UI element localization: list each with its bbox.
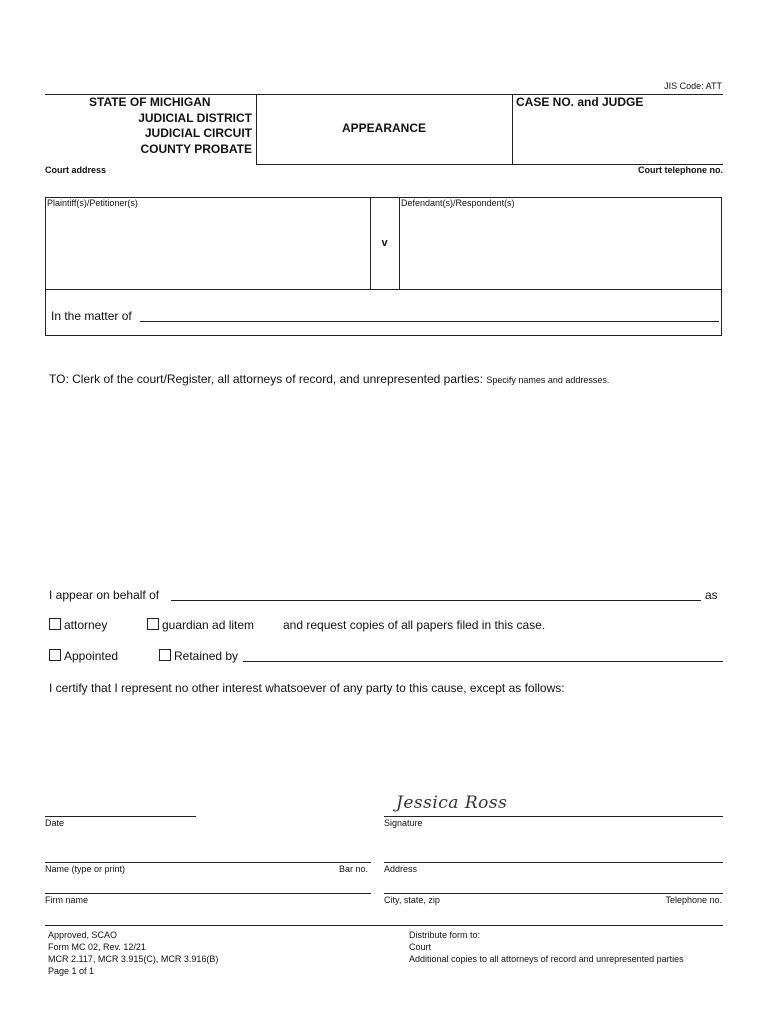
plaintiff-label: Plaintiff(s)/Petitioner(s) <box>47 198 138 208</box>
to-line-text: TO: Clerk of the court/Register, all attorneys of record, and unrepresented parties: <box>49 372 483 386</box>
header-divider-right <box>512 94 513 164</box>
attorney-label: attorney <box>64 618 108 632</box>
footer-rule <box>45 925 723 926</box>
telephone-label: Telephone no. <box>665 895 722 905</box>
city-label: City, state, zip <box>384 895 440 905</box>
address-rule <box>384 862 723 863</box>
firm-rule <box>45 893 371 894</box>
jis-code: JIS Code: ATT <box>664 81 722 91</box>
request-text: and request copies of all papers filed in this case. <box>283 618 546 632</box>
circuit-line: JUDICIAL CIRCUIT <box>144 126 252 140</box>
court-address-field[interactable] <box>45 178 723 192</box>
guardian-label: guardian ad litem <box>162 618 255 632</box>
plaintiff-field[interactable] <box>47 211 367 286</box>
city-rule <box>384 893 723 894</box>
copies-line: Additional copies to all attorneys of record and unrepresented parties <box>409 954 684 964</box>
name-field[interactable] <box>45 846 371 862</box>
date-label: Date <box>45 818 65 828</box>
to-line-note: Specify names and addresses. <box>486 375 610 385</box>
name-label: Name (type or print) <box>45 864 126 874</box>
as-label: as <box>705 588 718 602</box>
attorney-option[interactable] <box>49 618 107 632</box>
retained-label: Retained by <box>174 649 239 663</box>
appointed-option[interactable] <box>49 649 118 663</box>
names-addresses-field[interactable] <box>49 392 721 572</box>
city-field[interactable] <box>384 877 723 893</box>
case-no-label: CASE NO. and JUDGE <box>516 95 644 109</box>
behalf-label: I appear on behalf of <box>49 588 160 602</box>
defendant-label: Defendant(s)/Respondent(s) <box>401 198 515 208</box>
appointed-label: Appointed <box>64 649 119 663</box>
firm-field[interactable] <box>45 877 371 893</box>
page-number-line: Page 1 of 1 <box>48 966 95 976</box>
attorney-checkbox[interactable] <box>49 618 61 630</box>
exceptions-field[interactable] <box>49 700 721 790</box>
guardian-checkbox[interactable] <box>147 618 159 630</box>
matter-label: In the matter of <box>51 309 132 323</box>
name-rule <box>45 862 371 863</box>
retained-checkbox[interactable] <box>159 649 171 661</box>
retained-by-field[interactable] <box>243 661 723 662</box>
approved-line: Approved, SCAO <box>48 930 118 940</box>
footer-left <box>48 929 218 977</box>
parties-mid-rule <box>45 289 722 290</box>
defendant-field[interactable] <box>401 211 719 286</box>
distribute-line: Distribute form to: <box>409 930 481 940</box>
to-line <box>49 372 609 386</box>
address-field[interactable] <box>384 846 723 862</box>
handwritten-signature[interactable]: Jessica Ross <box>396 793 508 813</box>
certify-text: I certify that I represent no other interest whatsoever of any party to this cause, except as follows: <box>49 681 565 695</box>
form-title: APPEARANCE <box>341 121 426 135</box>
parties-divider-right <box>399 197 400 290</box>
court-line: Court <box>409 942 432 952</box>
guardian-option[interactable] <box>147 618 254 632</box>
versus-label: v <box>381 237 388 249</box>
bar-no-label: Bar no. <box>339 864 369 874</box>
state-line: STATE OF MICHIGAN <box>89 95 211 109</box>
mcr-line: MCR 2.117, MCR 3.915(C), MCR 3.916(B) <box>48 954 219 964</box>
matter-field[interactable] <box>140 321 719 322</box>
court-telephone-label: Court telephone no. <box>638 165 723 175</box>
signature-rule <box>384 816 723 817</box>
behalf-field[interactable] <box>171 600 701 601</box>
address-label: Address <box>384 864 418 874</box>
date-field[interactable] <box>45 798 196 816</box>
state-court-block <box>60 95 252 157</box>
form-number-line: Form MC 02, Rev. 12/21 <box>48 942 146 952</box>
footer-right <box>409 929 684 965</box>
signature-label: Signature <box>384 818 423 828</box>
appointed-checkbox[interactable] <box>49 649 61 661</box>
date-rule <box>45 816 196 817</box>
firm-label: Firm name <box>45 895 89 905</box>
district-line: JUDICIAL DISTRICT <box>138 110 252 125</box>
probate-line: COUNTY PROBATE <box>140 141 252 156</box>
retained-option[interactable] <box>159 649 238 663</box>
court-address-label: Court address <box>45 165 107 175</box>
